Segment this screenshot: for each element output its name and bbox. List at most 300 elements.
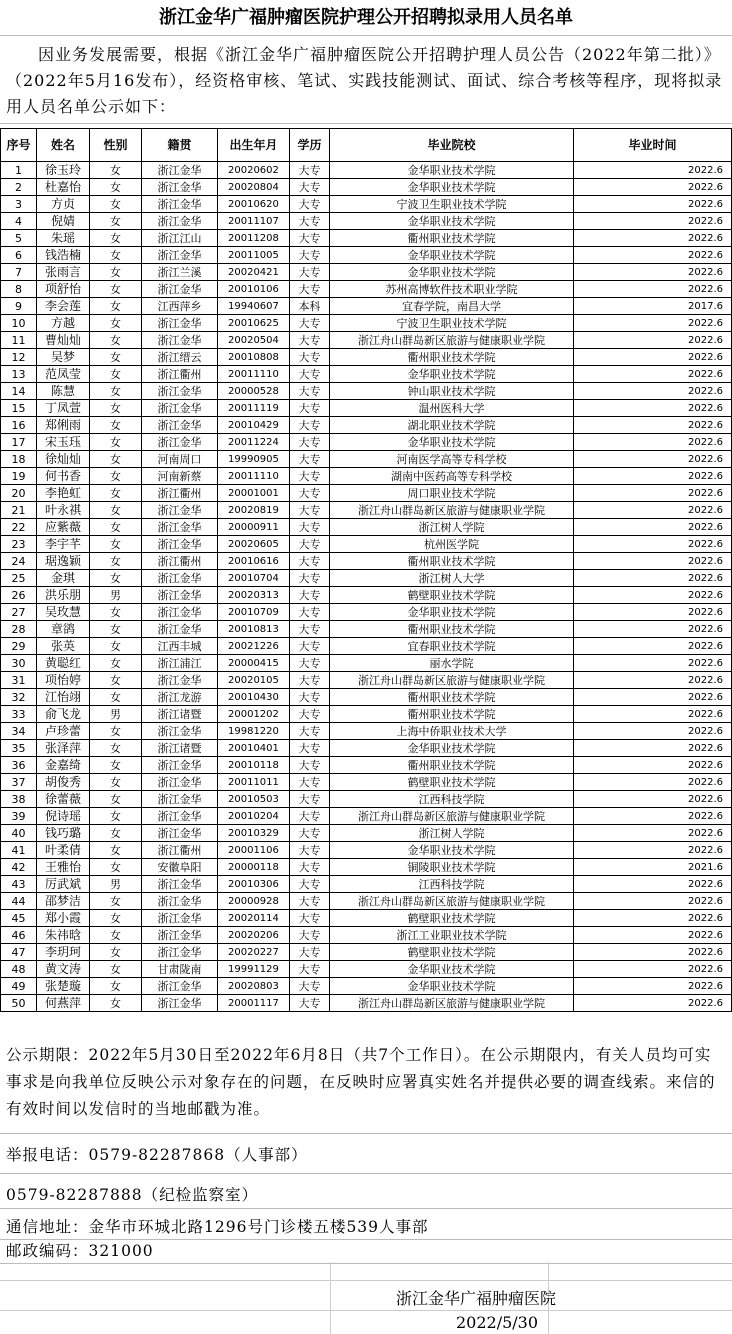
name-cell: 项怡婷	[37, 672, 90, 689]
education-cell: 大专	[290, 604, 330, 621]
grad-cell: 2022.6	[574, 570, 732, 587]
native-place-cell: 浙江江山	[142, 230, 218, 247]
birth-cell: 20020105	[218, 672, 290, 689]
native-place-cell: 浙江金华	[142, 876, 218, 893]
education-cell: 大专	[290, 264, 330, 281]
birth-cell: 20020602	[218, 162, 290, 179]
gender-cell: 女	[90, 927, 142, 944]
name-cell: 宋玉珏	[37, 434, 90, 451]
birth-cell: 20000415	[218, 655, 290, 672]
name-cell: 倪诗瑶	[37, 808, 90, 825]
row-index-cell: 11	[1, 332, 37, 349]
gender-cell: 女	[90, 638, 142, 655]
row-index-cell: 40	[1, 825, 37, 842]
native-place-cell: 浙江金华	[142, 723, 218, 740]
birth-cell: 20020504	[218, 332, 290, 349]
gender-cell: 女	[90, 502, 142, 519]
grad-cell: 2022.6	[574, 876, 732, 893]
gender-cell: 女	[90, 298, 142, 315]
name-cell: 俞飞龙	[37, 706, 90, 723]
gender-cell: 女	[90, 740, 142, 757]
name-cell: 张雨言	[37, 264, 90, 281]
school-cell: 浙江舟山群岛新区旅游与健康职业学院	[330, 808, 574, 825]
native-place-cell: 浙江诸暨	[142, 740, 218, 757]
gender-cell: 女	[90, 842, 142, 859]
school-cell: 铜陵职业技术学院	[330, 859, 574, 876]
name-cell: 张泽萍	[37, 740, 90, 757]
row-index-cell: 20	[1, 485, 37, 502]
row-index-cell: 46	[1, 927, 37, 944]
school-cell: 杭州医学院	[330, 536, 574, 553]
table-row	[1, 706, 732, 723]
grad-cell: 2022.6	[574, 706, 732, 723]
birth-cell: 20010709	[218, 604, 290, 621]
column-header: 籍贯	[142, 129, 218, 162]
grad-cell: 2022.6	[574, 179, 732, 196]
row-index-cell: 7	[1, 264, 37, 281]
table-row	[1, 808, 732, 825]
gender-cell: 女	[90, 553, 142, 570]
birth-cell: 20010306	[218, 876, 290, 893]
name-cell: 李艳虹	[37, 485, 90, 502]
native-place-cell: 浙江金华	[142, 808, 218, 825]
education-cell: 大专	[290, 808, 330, 825]
notice-paragraph: 公示期限：2022年5月30日至2022年6月8日（共7个工作日）。在公示期限内，有关人员均可实事求是向我单位反映公示对象存在的问题，在反映时应署真实姓名并提供必要的调查线索。来信的有效时间以发信时的当地邮戳为准。	[0, 1038, 732, 1134]
school-cell: 江西科技学院	[330, 791, 574, 808]
education-cell: 大专	[290, 655, 330, 672]
birth-cell: 20020819	[218, 502, 290, 519]
table-row	[1, 417, 732, 434]
native-place-cell: 浙江金华	[142, 213, 218, 230]
birth-cell: 20000528	[218, 383, 290, 400]
name-cell: 黄聪红	[37, 655, 90, 672]
birth-cell: 20001106	[218, 842, 290, 859]
gender-cell: 女	[90, 434, 142, 451]
grad-cell: 2022.6	[574, 740, 732, 757]
birth-cell: 20020803	[218, 978, 290, 995]
birth-cell: 20020421	[218, 264, 290, 281]
birth-cell: 20010704	[218, 570, 290, 587]
native-place-cell: 浙江金华	[142, 247, 218, 264]
gender-cell: 女	[90, 536, 142, 553]
education-cell: 本科	[290, 298, 330, 315]
school-cell: 衢州职业技术学院	[330, 757, 574, 774]
grad-cell: 2022.6	[574, 638, 732, 655]
native-place-cell: 浙江金华	[142, 434, 218, 451]
name-cell: 江怡翊	[37, 689, 90, 706]
gender-cell: 女	[90, 995, 142, 1012]
name-cell: 张楚璇	[37, 978, 90, 995]
table-row	[1, 893, 732, 910]
table-row	[1, 315, 732, 332]
education-cell: 大专	[290, 791, 330, 808]
school-cell: 宜春职业技术学院	[330, 638, 574, 655]
birth-cell: 20010401	[218, 740, 290, 757]
grad-cell: 2022.6	[574, 213, 732, 230]
grad-cell: 2022.6	[574, 944, 732, 961]
gender-cell: 女	[90, 349, 142, 366]
education-cell: 大专	[290, 434, 330, 451]
row-index-cell: 22	[1, 519, 37, 536]
birth-cell: 20001001	[218, 485, 290, 502]
school-cell: 浙江舟山群岛新区旅游与健康职业学院	[330, 502, 574, 519]
grad-cell: 2022.6	[574, 247, 732, 264]
gender-cell: 女	[90, 162, 142, 179]
row-index-cell: 8	[1, 281, 37, 298]
row-index-cell: 34	[1, 723, 37, 740]
native-place-cell: 浙江金华	[142, 417, 218, 434]
education-cell: 大专	[290, 672, 330, 689]
gender-cell: 女	[90, 791, 142, 808]
name-cell: 丁凤萱	[37, 400, 90, 417]
row-index-cell: 42	[1, 859, 37, 876]
grid-divider	[0, 1280, 732, 1281]
grad-cell: 2022.6	[574, 366, 732, 383]
gender-cell: 女	[90, 672, 142, 689]
name-cell: 曹灿灿	[37, 332, 90, 349]
table-row	[1, 485, 732, 502]
education-cell: 大专	[290, 723, 330, 740]
name-cell: 叶柔倩	[37, 842, 90, 859]
name-cell: 叶永祺	[37, 502, 90, 519]
education-cell: 大专	[290, 281, 330, 298]
education-cell: 大专	[290, 451, 330, 468]
gender-cell: 女	[90, 944, 142, 961]
table-row	[1, 332, 732, 349]
school-cell: 鹤壁职业技术学院	[330, 910, 574, 927]
native-place-cell: 浙江金华	[142, 995, 218, 1012]
gender-cell: 女	[90, 961, 142, 978]
gender-cell: 男	[90, 876, 142, 893]
school-cell: 金华职业技术学院	[330, 264, 574, 281]
native-place-cell: 浙江衢州	[142, 485, 218, 502]
row-index-cell: 14	[1, 383, 37, 400]
table-row	[1, 434, 732, 451]
native-place-cell: 浙江金华	[142, 519, 218, 536]
row-index-cell: 44	[1, 893, 37, 910]
gender-cell: 女	[90, 196, 142, 213]
row-index-cell: 6	[1, 247, 37, 264]
grad-cell: 2022.6	[574, 417, 732, 434]
grad-cell: 2022.6	[574, 400, 732, 417]
native-place-cell: 江西萍乡	[142, 298, 218, 315]
school-cell: 金华职业技术学院	[330, 247, 574, 264]
grad-cell: 2022.6	[574, 519, 732, 536]
education-cell: 大专	[290, 859, 330, 876]
name-cell: 陈慧	[37, 383, 90, 400]
education-cell: 大专	[290, 230, 330, 247]
name-cell: 何燕萍	[37, 995, 90, 1012]
name-cell: 黄文涛	[37, 961, 90, 978]
table-row	[1, 774, 732, 791]
name-cell: 何书香	[37, 468, 90, 485]
school-cell: 鹤壁职业技术学院	[330, 944, 574, 961]
table-row	[1, 179, 732, 196]
education-cell: 大专	[290, 247, 330, 264]
birth-cell: 20011119	[218, 400, 290, 417]
row-index-cell: 10	[1, 315, 37, 332]
row-index-cell: 48	[1, 961, 37, 978]
table-row	[1, 196, 732, 213]
education-cell: 大专	[290, 978, 330, 995]
row-index-cell: 36	[1, 757, 37, 774]
grad-cell: 2022.6	[574, 808, 732, 825]
birth-cell: 20001202	[218, 706, 290, 723]
name-cell: 章鹆	[37, 621, 90, 638]
native-place-cell: 浙江金华	[142, 196, 218, 213]
birth-cell: 20011107	[218, 213, 290, 230]
school-cell: 衢州职业技术学院	[330, 621, 574, 638]
school-cell: 江西科技学院	[330, 876, 574, 893]
education-cell: 大专	[290, 332, 330, 349]
education-cell: 大专	[290, 706, 330, 723]
birth-cell: 20011110	[218, 468, 290, 485]
school-cell: 浙江舟山群岛新区旅游与健康职业学院	[330, 995, 574, 1012]
school-cell: 衢州职业技术学院	[330, 706, 574, 723]
native-place-cell: 浙江金华	[142, 621, 218, 638]
row-index-cell: 31	[1, 672, 37, 689]
education-cell: 大专	[290, 536, 330, 553]
school-cell: 苏州高博软件技术职业学院	[330, 281, 574, 298]
grad-cell: 2022.6	[574, 162, 732, 179]
table-row	[1, 230, 732, 247]
gender-cell: 女	[90, 468, 142, 485]
name-cell: 李玥珂	[37, 944, 90, 961]
education-cell: 大专	[290, 927, 330, 944]
birth-cell: 20020206	[218, 927, 290, 944]
table-row	[1, 349, 732, 366]
gender-cell: 女	[90, 451, 142, 468]
school-cell: 鹤壁职业技术学院	[330, 774, 574, 791]
gender-cell: 女	[90, 315, 142, 332]
gender-cell: 女	[90, 400, 142, 417]
table-row	[1, 842, 732, 859]
education-cell: 大专	[290, 621, 330, 638]
school-cell: 上海中侨职业技术大学	[330, 723, 574, 740]
table-header-row	[1, 129, 732, 162]
column-header: 学历	[290, 129, 330, 162]
gender-cell: 女	[90, 910, 142, 927]
column-header: 毕业院校	[330, 129, 574, 162]
grad-cell: 2022.6	[574, 196, 732, 213]
native-place-cell: 浙江金华	[142, 893, 218, 910]
education-cell: 大专	[290, 417, 330, 434]
birth-cell: 20010106	[218, 281, 290, 298]
birth-cell: 20010616	[218, 553, 290, 570]
name-cell: 金嘉绮	[37, 757, 90, 774]
birth-cell: 19990905	[218, 451, 290, 468]
school-cell: 金华职业技术学院	[330, 179, 574, 196]
table-row	[1, 162, 732, 179]
education-cell: 大专	[290, 825, 330, 842]
education-cell: 大专	[290, 961, 330, 978]
gender-cell: 女	[90, 621, 142, 638]
gender-cell: 女	[90, 604, 142, 621]
gender-cell: 男	[90, 587, 142, 604]
birth-cell: 19940607	[218, 298, 290, 315]
grad-cell: 2022.6	[574, 587, 732, 604]
table-row	[1, 638, 732, 655]
row-index-cell: 37	[1, 774, 37, 791]
birth-cell: 20010503	[218, 791, 290, 808]
row-index-cell: 21	[1, 502, 37, 519]
birth-cell: 20010118	[218, 757, 290, 774]
grad-cell: 2022.6	[574, 893, 732, 910]
school-cell: 浙江舟山群岛新区旅游与健康职业学院	[330, 672, 574, 689]
birth-cell: 20020605	[218, 536, 290, 553]
row-index-cell: 35	[1, 740, 37, 757]
row-index-cell: 39	[1, 808, 37, 825]
gender-cell: 女	[90, 485, 142, 502]
school-cell: 金华职业技术学院	[330, 162, 574, 179]
native-place-cell: 浙江金华	[142, 944, 218, 961]
native-place-cell: 浙江浦江	[142, 655, 218, 672]
native-place-cell: 浙江衢州	[142, 366, 218, 383]
table-row	[1, 451, 732, 468]
row-index-cell: 9	[1, 298, 37, 315]
table-row	[1, 570, 732, 587]
name-cell: 杜嘉怡	[37, 179, 90, 196]
row-index-cell: 27	[1, 604, 37, 621]
table-row	[1, 604, 732, 621]
name-cell: 应紫薇	[37, 519, 90, 536]
school-cell: 金华职业技术学院	[330, 434, 574, 451]
grad-cell: 2022.6	[574, 621, 732, 638]
school-cell: 湖北职业技术学院	[330, 417, 574, 434]
name-cell: 范凤莹	[37, 366, 90, 383]
gender-cell: 女	[90, 570, 142, 587]
grad-cell: 2022.6	[574, 927, 732, 944]
birth-cell: 20011224	[218, 434, 290, 451]
education-cell: 大专	[290, 349, 330, 366]
grad-cell: 2022.6	[574, 723, 732, 740]
education-cell: 大专	[290, 502, 330, 519]
table-row	[1, 672, 732, 689]
native-place-cell: 浙江金华	[142, 757, 218, 774]
name-cell: 李会莲	[37, 298, 90, 315]
education-cell: 大专	[290, 570, 330, 587]
birth-cell: 19981220	[218, 723, 290, 740]
name-cell: 方贞	[37, 196, 90, 213]
school-cell: 金华职业技术学院	[330, 740, 574, 757]
education-cell: 大专	[290, 468, 330, 485]
school-cell: 鹤壁职业技术学院	[330, 587, 574, 604]
birth-cell: 20010329	[218, 825, 290, 842]
grad-cell: 2022.6	[574, 281, 732, 298]
grad-cell: 2022.6	[574, 485, 732, 502]
education-cell: 大专	[290, 740, 330, 757]
grad-cell: 2022.6	[574, 825, 732, 842]
education-cell: 大专	[290, 995, 330, 1012]
school-cell: 浙江树人学院	[330, 519, 574, 536]
grad-cell: 2022.6	[574, 349, 732, 366]
row-index-cell: 16	[1, 417, 37, 434]
gender-cell: 女	[90, 774, 142, 791]
grad-cell: 2022.6	[574, 383, 732, 400]
table-row	[1, 995, 732, 1012]
education-cell: 大专	[290, 485, 330, 502]
grad-cell: 2022.6	[574, 332, 732, 349]
table-row	[1, 213, 732, 230]
gender-cell: 女	[90, 723, 142, 740]
name-cell: 琚逸颖	[37, 553, 90, 570]
name-cell: 徐蕾薇	[37, 791, 90, 808]
grad-cell: 2022.6	[574, 791, 732, 808]
grad-cell: 2022.6	[574, 230, 732, 247]
gender-cell: 女	[90, 332, 142, 349]
column-header: 性别	[90, 129, 142, 162]
gender-cell: 女	[90, 519, 142, 536]
table-row	[1, 944, 732, 961]
grad-cell: 2022.6	[574, 434, 732, 451]
table-row	[1, 383, 732, 400]
gender-cell: 女	[90, 366, 142, 383]
education-cell: 大专	[290, 553, 330, 570]
row-index-cell: 12	[1, 349, 37, 366]
row-index-cell: 50	[1, 995, 37, 1012]
row-index-cell: 23	[1, 536, 37, 553]
birth-cell: 20010204	[218, 808, 290, 825]
column-header: 序号	[1, 129, 37, 162]
gender-cell: 女	[90, 757, 142, 774]
education-cell: 大专	[290, 366, 330, 383]
school-cell: 浙江树人大学	[330, 570, 574, 587]
grad-cell: 2022.6	[574, 995, 732, 1012]
grad-cell: 2022.6	[574, 672, 732, 689]
gender-cell: 女	[90, 689, 142, 706]
name-cell: 钱巧璐	[37, 825, 90, 842]
grad-cell: 2017.6	[574, 298, 732, 315]
school-cell: 宁波卫生职业技术学院	[330, 196, 574, 213]
table-row	[1, 281, 732, 298]
native-place-cell: 浙江缙云	[142, 349, 218, 366]
name-cell: 吴玫慧	[37, 604, 90, 621]
grad-cell: 2021.6	[574, 859, 732, 876]
signature-org: 浙江金华广福肿瘤医院	[396, 1289, 557, 1308]
name-cell: 胡俊秀	[37, 774, 90, 791]
education-cell: 大专	[290, 910, 330, 927]
native-place-cell: 浙江金华	[142, 400, 218, 417]
school-cell: 金华职业技术学院	[330, 604, 574, 621]
table-row	[1, 978, 732, 995]
column-header: 出生年月	[218, 129, 290, 162]
native-place-cell: 浙江金华	[142, 774, 218, 791]
school-cell: 金华职业技术学院	[330, 978, 574, 995]
grad-cell: 2022.6	[574, 315, 732, 332]
name-cell: 厉武斌	[37, 876, 90, 893]
row-index-cell: 28	[1, 621, 37, 638]
native-place-cell: 浙江金华	[142, 791, 218, 808]
row-index-cell: 45	[1, 910, 37, 927]
native-place-cell: 浙江金华	[142, 587, 218, 604]
grad-cell: 2022.6	[574, 536, 732, 553]
school-cell: 温州医科大学	[330, 400, 574, 417]
native-place-cell: 浙江金华	[142, 604, 218, 621]
gender-cell: 女	[90, 213, 142, 230]
name-cell: 钱浩楠	[37, 247, 90, 264]
birth-cell: 20020114	[218, 910, 290, 927]
native-place-cell: 浙江兰溪	[142, 264, 218, 281]
table-row	[1, 723, 732, 740]
grad-cell: 2022.6	[574, 978, 732, 995]
native-place-cell: 浙江金华	[142, 162, 218, 179]
birth-cell: 20010625	[218, 315, 290, 332]
school-cell: 浙江舟山群岛新区旅游与健康职业学院	[330, 893, 574, 910]
grad-cell: 2022.6	[574, 842, 732, 859]
grad-cell: 2022.6	[574, 757, 732, 774]
native-place-cell: 浙江金华	[142, 502, 218, 519]
gender-cell: 女	[90, 179, 142, 196]
